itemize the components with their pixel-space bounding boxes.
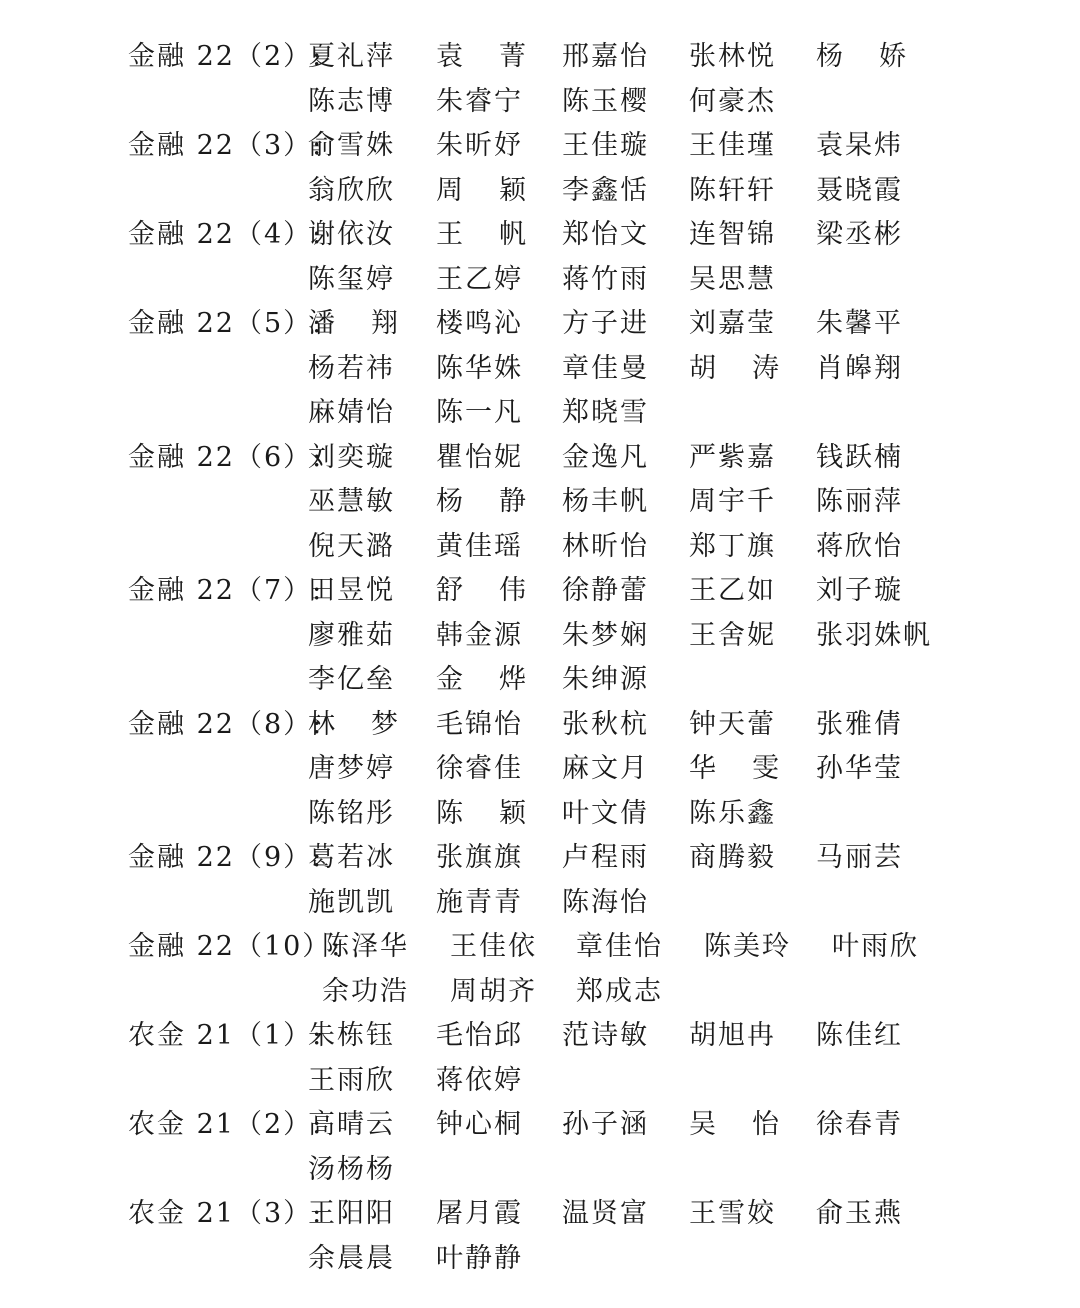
student-name: 肖皞翔 [816, 352, 903, 384]
student-name: 钱跃楠 [816, 441, 903, 473]
student-name: 郑丁旗 [689, 530, 776, 562]
student-name: 朱绅源 [562, 664, 649, 695]
student-name: 王帆 [436, 219, 562, 250]
list-row [0, 881, 1080, 926]
student-name: 楼鸣沁 [436, 308, 523, 339]
student-name: 蒋竹雨 [562, 263, 649, 295]
student-name: 章佳曼 [562, 352, 649, 384]
student-name: 周胡齐 [450, 975, 537, 1007]
student-name: 吴怡 [689, 1109, 815, 1140]
student-name: 朱睿宁 [436, 85, 523, 117]
student-name: 陈丽萍 [816, 486, 903, 517]
list-row [0, 525, 1080, 570]
student-name: 朱馨平 [816, 308, 903, 339]
student-name: 杨娇 [816, 41, 942, 72]
student-name: 王雪姣 [689, 1198, 776, 1229]
student-name: 刘子璇 [816, 575, 903, 606]
class-label: 金融 22（3）: [128, 130, 324, 161]
student-name: 张秋杭 [562, 708, 649, 740]
list-row [0, 391, 1080, 436]
list-row [0, 703, 1080, 748]
student-name: 瞿怡妮 [436, 441, 523, 473]
student-name: 韩金源 [436, 619, 523, 651]
student-name: 麻文月 [562, 753, 649, 784]
student-name: 吴思慧 [689, 263, 776, 295]
student-name: 倪天潞 [308, 530, 395, 562]
student-name: 施凯凯 [308, 886, 395, 918]
student-name: 孙子涵 [562, 1109, 649, 1140]
list-row [0, 792, 1080, 837]
student-name: 杨静 [436, 486, 562, 517]
list-row [0, 124, 1080, 169]
list-row [0, 213, 1080, 258]
student-name: 范诗敏 [562, 1020, 649, 1051]
student-name: 陈颖 [436, 797, 562, 829]
class-label: 金融 22（2）: [128, 41, 324, 72]
student-name: 翁欣欣 [308, 174, 395, 206]
list-row [0, 747, 1080, 792]
student-name: 金逸凡 [562, 441, 649, 473]
student-name: 汤杨杨 [308, 1153, 395, 1185]
list-row [0, 436, 1080, 481]
student-name: 章佳怡 [576, 931, 663, 962]
student-name: 卢程雨 [562, 842, 649, 873]
list-row [0, 658, 1080, 703]
class-label: 金融 22（6）: [128, 441, 324, 473]
student-name: 陈乐鑫 [689, 797, 776, 829]
student-name: 周颖 [436, 174, 562, 206]
student-name: 钟心桐 [436, 1109, 523, 1140]
student-name: 王阳阳 [308, 1198, 395, 1229]
list-row [0, 1103, 1080, 1148]
student-name: 舒伟 [436, 575, 562, 606]
student-name: 朱栋钰 [308, 1020, 395, 1051]
student-name: 夏礼萍 [308, 41, 395, 72]
student-name: 胡涛 [689, 352, 815, 384]
student-name: 黄佳瑶 [436, 530, 523, 562]
student-name: 何豪杰 [689, 85, 776, 117]
student-name: 徐睿佳 [436, 753, 523, 784]
list-row [0, 569, 1080, 614]
student-name: 麻婧怡 [308, 397, 395, 428]
student-name: 徐春青 [816, 1109, 903, 1140]
student-name: 郑晓雪 [562, 397, 649, 428]
student-name: 梁丞彬 [816, 219, 903, 250]
student-name: 胡旭冉 [689, 1020, 776, 1051]
student-name: 商腾毅 [689, 842, 776, 873]
student-name: 杨丰帆 [562, 486, 649, 517]
student-name: 方子进 [562, 308, 649, 339]
student-name: 陈佳红 [816, 1020, 903, 1051]
student-name: 张雅倩 [816, 708, 903, 740]
student-name: 陈志博 [308, 85, 395, 117]
student-name: 高晴云 [308, 1109, 395, 1140]
student-name: 巫慧敏 [308, 486, 395, 517]
student-name: 屠月霞 [436, 1198, 523, 1229]
student-name: 孙华莹 [816, 753, 903, 784]
class-label: 金融 22（4）: [128, 219, 324, 250]
name-list-document [0, 35, 1080, 1281]
student-name: 叶雨欣 [832, 931, 919, 962]
student-name: 毛锦怡 [436, 708, 523, 740]
list-row [0, 1237, 1080, 1282]
student-name: 王佳瑾 [689, 130, 776, 161]
class-label: 金融 22（5）: [128, 308, 324, 339]
student-name: 林昕怡 [562, 530, 649, 562]
list-row [0, 1014, 1080, 1059]
student-name: 余晨晨 [308, 1242, 395, 1274]
student-name: 葛若冰 [308, 842, 395, 873]
list-row [0, 1192, 1080, 1237]
student-name: 廖雅茹 [308, 619, 395, 651]
student-name: 马丽芸 [816, 842, 903, 873]
student-name: 严紫嘉 [689, 441, 776, 473]
student-name: 林梦 [308, 708, 434, 740]
student-name: 周宇千 [689, 486, 776, 517]
student-name: 张林悦 [689, 41, 776, 72]
student-name: 陈华姝 [436, 352, 523, 384]
student-name: 陈一凡 [436, 397, 523, 428]
list-row [0, 614, 1080, 659]
class-label: 农金 21（1）: [128, 1020, 324, 1051]
student-name: 施青青 [436, 886, 523, 918]
student-name: 王雨欣 [308, 1064, 395, 1096]
student-name: 朱梦娴 [562, 619, 649, 651]
student-name: 温贤富 [562, 1198, 649, 1229]
student-name: 陈铭彤 [308, 797, 395, 829]
student-name: 俞雪姝 [308, 130, 395, 161]
student-name: 蒋欣怡 [816, 530, 903, 562]
student-name: 刘奕璇 [308, 441, 395, 473]
list-row [0, 169, 1080, 214]
list-row [0, 258, 1080, 303]
student-name: 袁菁 [436, 41, 562, 72]
list-row [0, 1059, 1080, 1104]
student-name: 余功浩 [322, 975, 409, 1007]
student-name: 李亿垒 [308, 664, 395, 695]
student-name: 潘翔 [308, 308, 434, 339]
student-name: 徐静蕾 [562, 575, 649, 606]
class-label: 金融 22（9）: [128, 842, 324, 873]
student-name: 毛怡邱 [436, 1020, 523, 1051]
class-label: 金融 22（10）: [128, 931, 343, 962]
student-name: 王舍妮 [689, 619, 776, 651]
list-row [0, 1148, 1080, 1193]
class-label: 金融 22（8）: [128, 708, 324, 740]
list-row [0, 836, 1080, 881]
student-name: 刘嘉莹 [689, 308, 776, 339]
student-name: 连智锦 [689, 219, 776, 250]
class-label: 农金 21（3）: [128, 1198, 324, 1229]
student-name: 王乙婷 [436, 263, 523, 295]
student-name: 田昱悦 [308, 575, 395, 606]
student-name: 蒋依婷 [436, 1064, 523, 1096]
student-name: 陈玺婷 [308, 263, 395, 295]
student-name: 金烨 [436, 664, 562, 695]
student-name: 郑怡文 [562, 219, 649, 250]
student-name: 俞玉燕 [816, 1198, 903, 1229]
student-name: 陈美玲 [704, 931, 791, 962]
student-name: 陈轩轩 [689, 174, 776, 206]
student-name: 郑成志 [576, 975, 663, 1007]
student-name: 袁杲炜 [816, 130, 903, 161]
list-row [0, 80, 1080, 125]
student-name: 张羽姝帆 [816, 619, 932, 651]
student-name: 王佳璇 [562, 130, 649, 161]
student-name: 华雯 [689, 753, 815, 784]
student-name: 陈海怡 [562, 886, 649, 918]
student-name: 唐梦婷 [308, 753, 395, 784]
student-name: 张旗旗 [436, 842, 523, 873]
student-name: 王乙如 [689, 575, 776, 606]
student-name: 杨若祎 [308, 352, 395, 384]
list-row [0, 302, 1080, 347]
student-name: 陈泽华 [322, 931, 409, 962]
list-row [0, 970, 1080, 1015]
student-name: 邢嘉怡 [562, 41, 649, 72]
student-name: 李鑫恬 [562, 174, 649, 206]
class-label: 金融 22（7）: [128, 575, 324, 606]
list-row [0, 925, 1080, 970]
student-name: 谢依汝 [308, 219, 395, 250]
student-name: 聂晓霞 [816, 174, 903, 206]
list-row [0, 35, 1080, 80]
student-name: 陈玉樱 [562, 85, 649, 117]
student-name: 钟天蕾 [689, 708, 776, 740]
student-name: 叶静静 [436, 1242, 523, 1274]
class-label: 农金 21（2）: [128, 1109, 324, 1140]
student-name: 朱昕妤 [436, 130, 523, 161]
student-name: 叶文倩 [562, 797, 649, 829]
student-name: 王佳依 [450, 931, 537, 962]
list-row [0, 347, 1080, 392]
list-row [0, 480, 1080, 525]
